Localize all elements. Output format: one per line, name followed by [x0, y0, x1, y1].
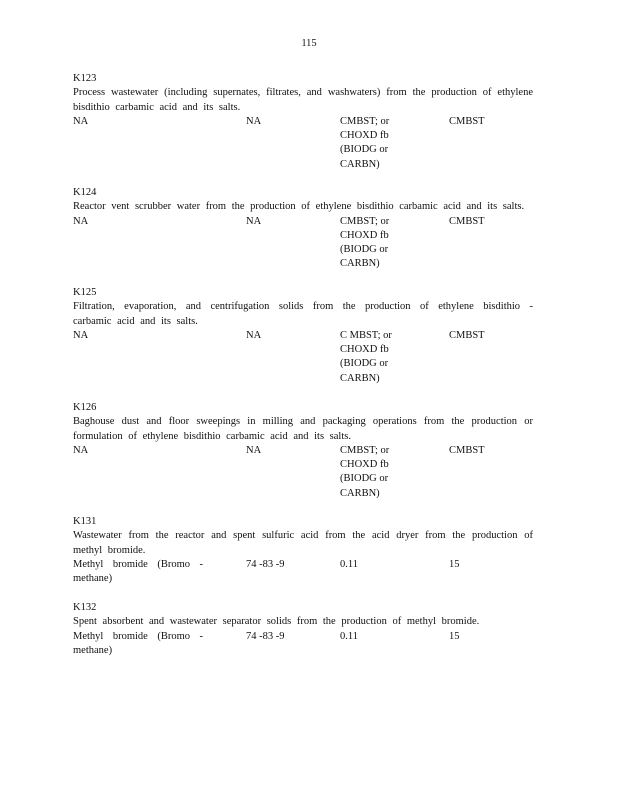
wastewater-standard-cell: 0.11 [340, 630, 358, 642]
cas-number-cell: 74 -83 -9 [246, 558, 285, 570]
waste-entry [73, 72, 533, 170]
entry-values-row [73, 444, 533, 499]
waste-code: K126 [73, 402, 97, 413]
constituent-cell: Methyl bromide (Bromo - methane) [73, 558, 203, 585]
waste-description: Spent absorbent and wastewater separator solids from the production of methyl bromide. [73, 616, 480, 628]
cas-number-cell: NA [246, 444, 262, 456]
constituent-cell: NA [73, 115, 89, 127]
wastewater-standard-cell: C MBST; or CHOXD fb (BIODG or CARBN) [340, 329, 392, 384]
waste-entry [73, 515, 533, 585]
cas-number-cell: NA [246, 115, 262, 127]
nonwastewater-standard-cell: CMBST [449, 444, 485, 456]
wastewater-standard-cell: CMBST; or CHOXD fb (BIODG or CARBN) [340, 115, 390, 170]
waste-description: Reactor vent scrubber water from the production of ethylene bisdithio carbamic acid and its salts. [73, 201, 525, 213]
cas-number-cell: 74 -83 -9 [246, 630, 285, 642]
nonwastewater-standard-cell: CMBST [449, 115, 485, 127]
entry-values-row [73, 630, 533, 656]
waste-description: Baghouse dust and floor sweepings in milling and packaging operations from the production or formulation of ethylene bisdithio carbamic acid and its salts. [73, 416, 533, 442]
cas-number-cell: NA [246, 215, 262, 227]
waste-description: Filtration, evaporation, and centrifugation solids from the production of ethylene bisdithio - carbamic acid and its salts. [73, 301, 533, 327]
waste-description: Process wastewater (including supernates, filtrates, and washwaters) from the production of ethylene bisdithio carbamic acid and its salts. [73, 87, 533, 113]
constituent-cell: Methyl bromide (Bromo - methane) [73, 630, 203, 656]
entry-values-row [73, 329, 533, 384]
nonwastewater-standard-cell: 15 [449, 630, 460, 642]
wastewater-standard-cell: CMBST; or CHOXD fb (BIODG or CARBN) [340, 215, 390, 270]
constituent-cell: NA [73, 215, 89, 227]
waste-description: Wastewater from the reactor and spent sulfuric acid from the acid dryer from the production of methyl bromide. [73, 530, 533, 556]
waste-entry [73, 286, 533, 384]
page-number: 115 [301, 38, 317, 49]
cas-number-cell: NA [246, 329, 262, 341]
waste-code: K123 [73, 73, 97, 84]
wastewater-standard-cell: 0.11 [340, 558, 358, 570]
waste-code: K125 [73, 287, 97, 298]
waste-code: K132 [73, 602, 97, 613]
entry-values-row [73, 115, 533, 170]
constituent-cell: NA [73, 329, 89, 341]
waste-entry [73, 401, 533, 499]
entry-values-row [73, 558, 533, 585]
waste-entry [73, 601, 533, 656]
nonwastewater-standard-cell: CMBST [449, 329, 485, 341]
waste-code: K131 [73, 516, 97, 527]
waste-code: K124 [73, 187, 97, 198]
nonwastewater-standard-cell: CMBST [449, 215, 485, 227]
entry-values-row [73, 215, 533, 270]
nonwastewater-standard-cell: 15 [449, 558, 460, 570]
waste-entry [73, 186, 533, 270]
constituent-cell: NA [73, 444, 89, 456]
wastewater-standard-cell: CMBST; or CHOXD fb (BIODG or CARBN) [340, 444, 390, 499]
